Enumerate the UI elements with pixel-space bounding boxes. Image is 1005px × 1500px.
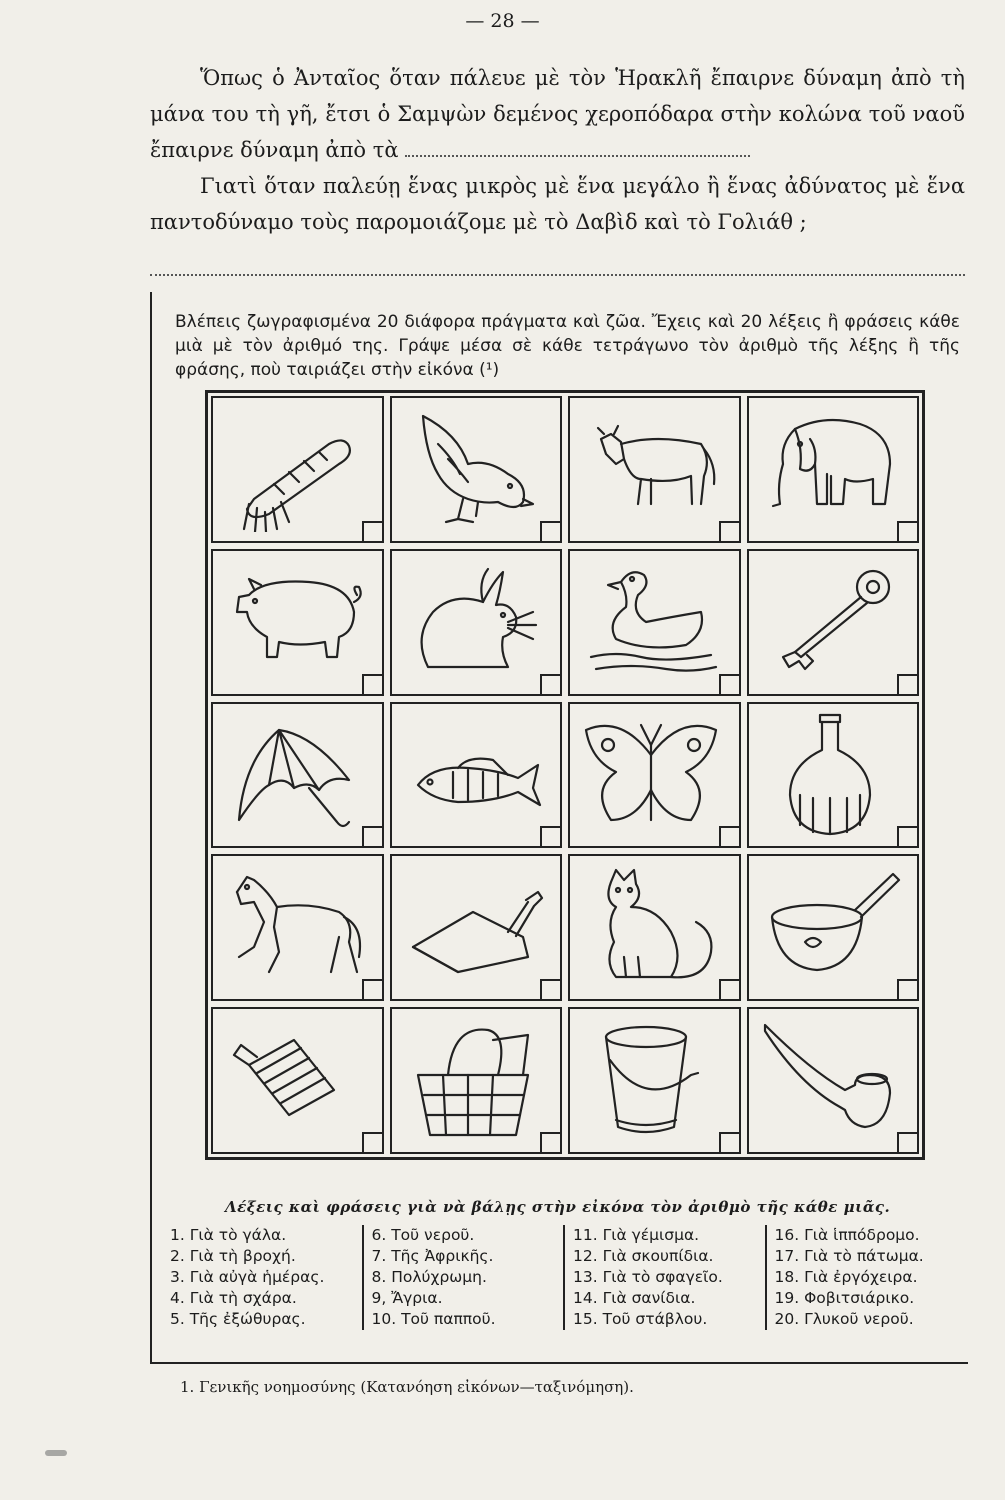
rabbit-icon [398, 557, 548, 685]
word-column-3 [563, 1225, 765, 1330]
word-item-19: 19. Φοβιτσιάρικο. [774, 1289, 915, 1307]
exercise-instructions: Βλέπεις ζωγραφισμένα 20 διάφορα πράγματα καὶ ζῶα. Ἔχεις καὶ 20 λέξεις ἢ φράσεις κάθε μιὰ μὲ τὸν ἀριθμό της. Γράψε μέσα σὲ κάθε τετράγωνο τὸν ἀριθμὸ τῆς λέξης ἢ τῆς φράσης, ποὺ ταιριάζει στὴν εἰκόνα (¹) [175, 312, 960, 380]
answer-box[interactable] [540, 979, 560, 999]
ink-smudge [45, 1450, 67, 1456]
word-column-2 [362, 1225, 564, 1330]
word-item-20: 20. Γλυκοῦ νεροῦ. [774, 1310, 914, 1328]
answer-box[interactable] [719, 979, 739, 999]
answer-box[interactable] [719, 826, 739, 846]
picture-cell-brush [211, 396, 384, 543]
word-item-16: 16. Γιὰ ἱππόδρομο. [774, 1226, 920, 1244]
hen-icon [398, 404, 548, 532]
word-item-11: 11. Γιὰ γέμισμα. [573, 1226, 700, 1244]
picture-cell-cat [568, 854, 741, 1001]
word-item-7: 7. Τῆς Ἀφρικῆς. [371, 1247, 494, 1265]
picture-cell-horse [211, 854, 384, 1001]
word-item-17: 17. Γιὰ τὸ πάτωμα. [774, 1247, 924, 1265]
picture-cell-grill [211, 1007, 384, 1154]
word-item-2: 2. Γιὰ τὴ βροχή. [170, 1247, 296, 1265]
word-item-8: 8. Πολύχρωμη. [371, 1268, 487, 1286]
trowel-icon [398, 862, 548, 990]
answer-line[interactable] [150, 274, 965, 276]
answer-box[interactable] [719, 1132, 739, 1152]
words-title: Λέξεις καὶ φράσεις γιὰ νὰ βάλῃς στὴν εἰκόνα τὸν ἀριθμὸ τῆς κάθε μιᾶς. [225, 1198, 891, 1216]
word-item-12: 12. Γιὰ σκουπίδια. [573, 1247, 714, 1265]
word-item-1: 1. Γιὰ τὸ γάλα. [170, 1226, 287, 1244]
intro-paragraph-1 [150, 60, 965, 168]
word-item-13: 13. Γιὰ τὸ σφαγεῖο. [573, 1268, 723, 1286]
answer-box[interactable] [540, 674, 560, 694]
grill-icon [219, 1015, 369, 1143]
picture-cell-cow [568, 396, 741, 543]
answer-box[interactable] [897, 674, 917, 694]
picture-cell-elephant [747, 396, 920, 543]
picture-cell-duck [568, 549, 741, 696]
bottle-icon [755, 710, 905, 838]
answer-box[interactable] [897, 826, 917, 846]
picture-cell-pipe [747, 1007, 920, 1154]
cow-icon [576, 404, 726, 532]
answer-box[interactable] [540, 521, 560, 541]
intro-paragraph-1-text: Ὅπως ὁ Ἀνταῖος ὅταν πάλευε μὲ τὸν Ἡρακλῆ ἔπαιρνε δύναμη ἀπὸ τὴ μάνα του τὴ γῆ, ἔτσι ὁ Σαμψὼν δεμένος χεροπόδαρα στὴν κολώνα τοῦ ναοῦ ἔπαιρνε δύναμη ἀπὸ τὰ [150, 66, 965, 162]
pipe-icon [755, 1015, 905, 1143]
word-item-14: 14. Γιὰ σανίδια. [573, 1289, 696, 1307]
answer-box[interactable] [362, 826, 382, 846]
answer-box[interactable] [540, 826, 560, 846]
answer-box[interactable] [362, 521, 382, 541]
bucket-icon [576, 1015, 726, 1143]
umbrella-icon [219, 710, 369, 838]
word-item-10: 10. Τοῦ παπποῦ. [371, 1310, 496, 1328]
picture-cell-key [747, 549, 920, 696]
horse-icon [219, 862, 369, 990]
page-number: — 28 — [465, 10, 540, 32]
picture-cell-pig [211, 549, 384, 696]
picture-cell-trowel [390, 854, 563, 1001]
picture-cell-bucket [568, 1007, 741, 1154]
answer-box[interactable] [897, 1132, 917, 1152]
word-item-3: 3. Γιὰ αὐγὰ ἡμέρας. [170, 1268, 325, 1286]
word-item-18: 18. Γιὰ ἐργόχειρα. [774, 1268, 918, 1286]
answer-blank[interactable] [405, 139, 750, 157]
duck-icon [576, 557, 726, 685]
word-item-5: 5. Τῆς ἐξώθυρας. [170, 1310, 306, 1328]
basket-icon [398, 1015, 548, 1143]
word-item-15: 15. Τοῦ στάβλου. [573, 1310, 708, 1328]
picture-cell-umbrella [211, 702, 384, 849]
butterfly-icon [576, 710, 726, 838]
intro-text [150, 60, 965, 240]
picture-cell-rabbit [390, 549, 563, 696]
answer-box[interactable] [362, 674, 382, 694]
elephant-icon [755, 404, 905, 532]
word-item-4: 4. Γιὰ τὴ σχάρα. [170, 1289, 297, 1307]
intro-paragraph-2: Γιατὶ ὅταν παλεύῃ ἕνας μικρὸς μὲ ἕνα μεγάλο ἢ ἕνας ἀδύνατος μὲ ἕνα παντοδύναμο τοὺς παρομοιάζομε μὲ τὸ Δαβὶδ καὶ τὸ Γολιάθ ; [150, 174, 965, 234]
picture-grid [205, 390, 925, 1160]
cat-icon [576, 862, 726, 990]
answer-box[interactable] [897, 521, 917, 541]
picture-cell-saucepan [747, 854, 920, 1001]
key-icon [755, 557, 905, 685]
picture-cell-hen [390, 396, 563, 543]
answer-box[interactable] [540, 1132, 560, 1152]
word-column-1 [150, 1225, 362, 1330]
word-item-6: 6. Τοῦ νεροῦ. [371, 1226, 475, 1244]
word-column-4 [765, 1225, 967, 1330]
picture-cell-fish [390, 702, 563, 849]
pig-icon [219, 557, 369, 685]
saucepan-icon [755, 862, 905, 990]
answer-box[interactable] [362, 979, 382, 999]
answer-box[interactable] [719, 521, 739, 541]
picture-cell-basket [390, 1007, 563, 1154]
picture-cell-butterfly [568, 702, 741, 849]
answer-box[interactable] [362, 1132, 382, 1152]
word-list [150, 1225, 966, 1330]
footnote: 1. Γενικῆς νοημοσύνης (Κατανόηση εἰκόνων—ταξινόμηση). [180, 1378, 634, 1396]
fish-icon [398, 710, 548, 838]
answer-box[interactable] [719, 674, 739, 694]
picture-cell-bottle [747, 702, 920, 849]
brush-icon [219, 404, 369, 532]
word-item-9: 9, Ἄγρια. [371, 1289, 443, 1307]
answer-box[interactable] [897, 979, 917, 999]
